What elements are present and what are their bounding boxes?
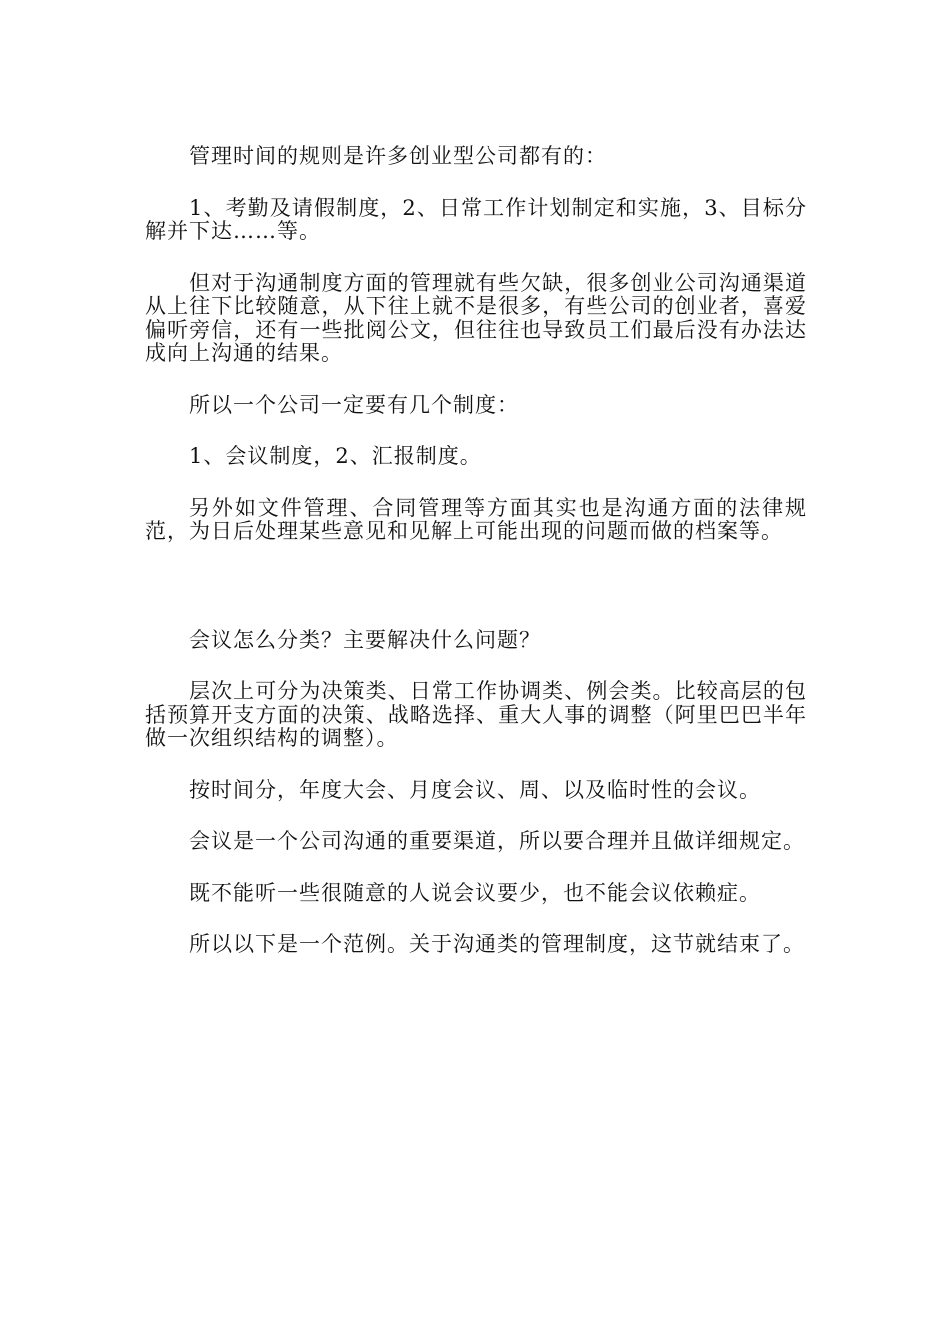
paragraph: 管理时间的规则是许多创业型公司都有的： xyxy=(189,144,607,168)
document-body xyxy=(145,145,807,985)
paragraph: 所以一个公司一定要有几个制度： xyxy=(189,392,519,417)
paragraph: 另外如文件管理、合同管理等方面其实也是沟通方面的法律规范，为日后处理某些意见和见解上可能出现的问题而做的档案等。 xyxy=(145,495,807,543)
paragraph: 会议是一个公司沟通的重要渠道，所以要合理并且做详细规定。 xyxy=(189,829,805,853)
paragraph: 既不能听一些很随意的人说会议要少，也不能会议依赖症。 xyxy=(189,880,761,905)
section-gap xyxy=(145,572,807,629)
paragraph: 层次上可分为决策类、日常工作协调类、例会类。比较高层的包括预算开支方面的决策、战略选择、重大人事的调整（阿里巴巴半年做一次组织结构的调整）。 xyxy=(145,679,807,750)
paragraph: 但对于沟通制度方面的管理就有些欠缺，很多创业公司沟通渠道从上往下比较随意，从下往上就不是很多，有些公司的创业者，喜爱偏听旁信，还有一些批阅公文，但往往也导致员工们最后没有办法达成向上沟通的结果。 xyxy=(145,270,807,365)
paragraph: 按时间分，年度大会、月度会议、周、以及临时性的会议。 xyxy=(189,777,761,802)
paragraph: 会议怎么分类？主要解决什么问题？ xyxy=(189,627,541,652)
paragraph: 所以以下是一个范例。关于沟通类的管理制度，这节就结束了。 xyxy=(189,932,805,956)
paragraph: 1、考勤及请假制度，2、日常工作计划制定和实施，3、目标分解并下达……等。 xyxy=(145,195,807,243)
paragraph: 1、会议制度，2、汇报制度。 xyxy=(189,444,482,468)
